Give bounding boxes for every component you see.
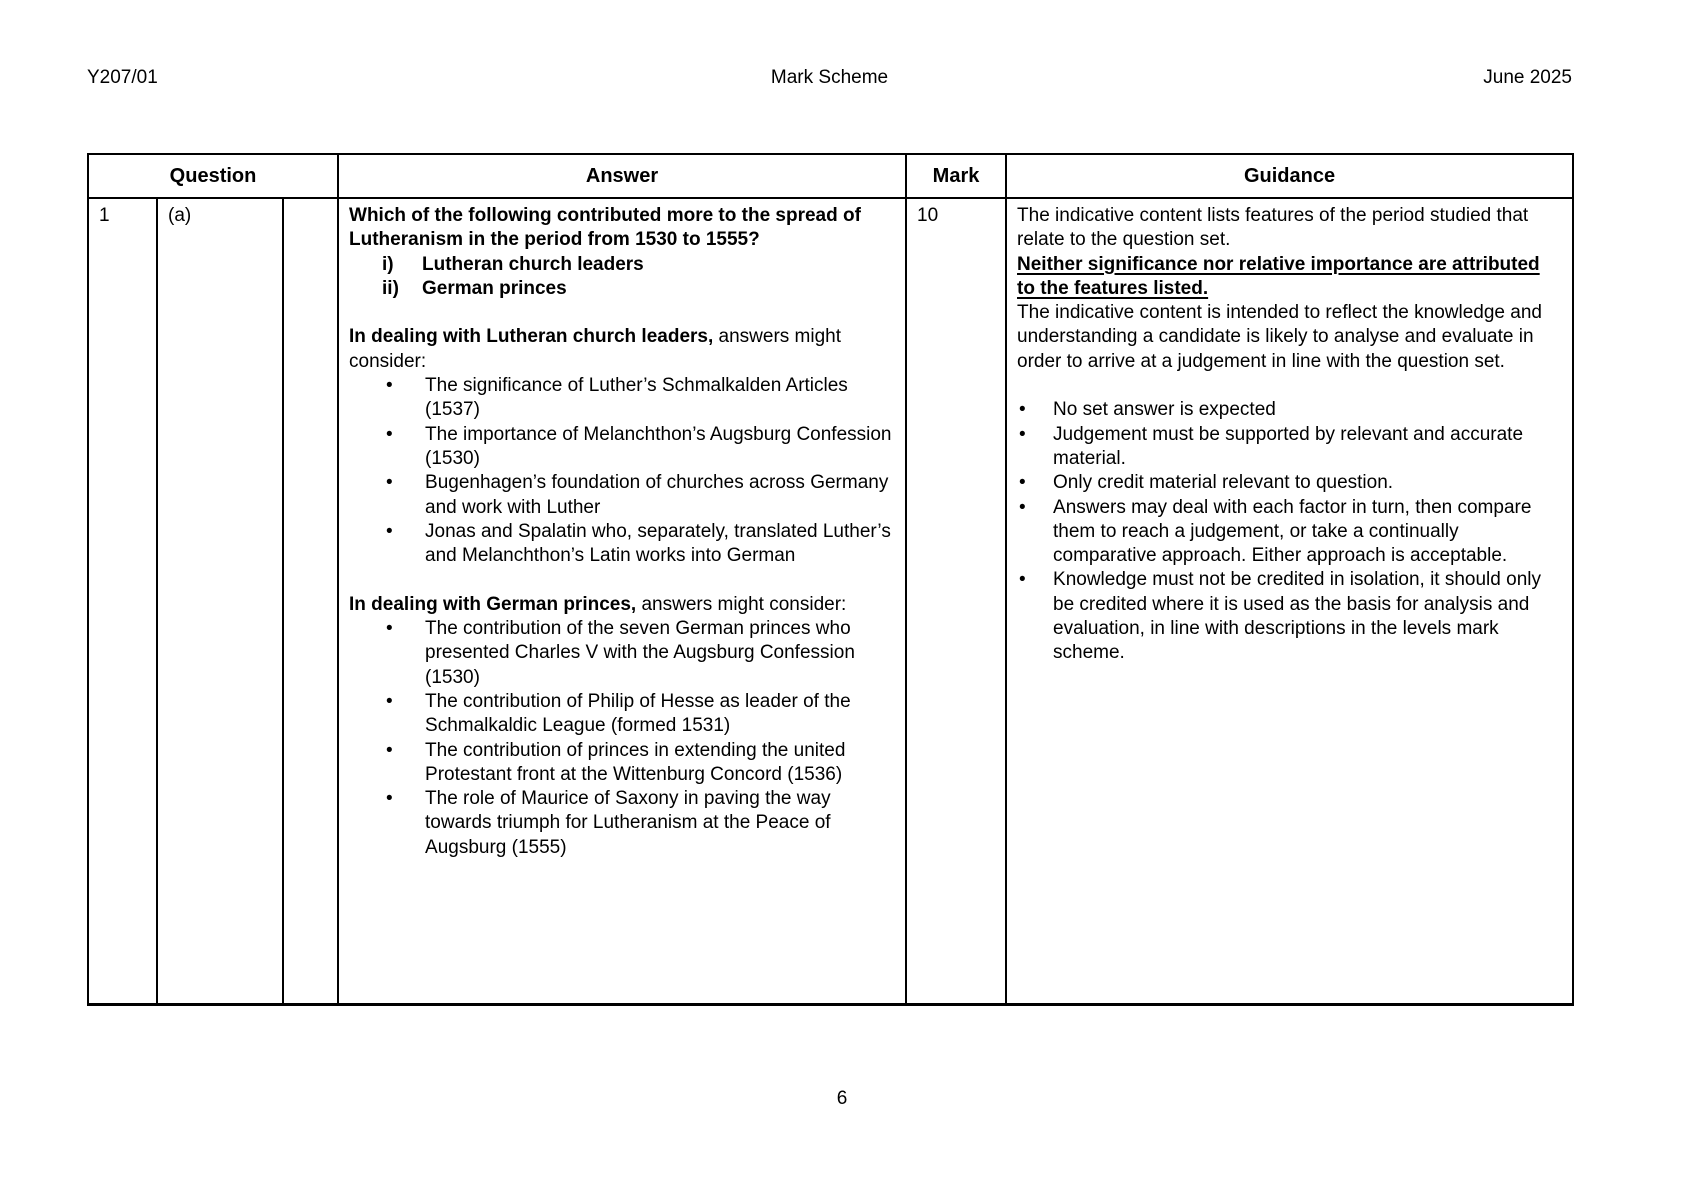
list-item: • The importance of Melanchthon’s Augsburg Confession (1530) <box>349 423 895 472</box>
table-header-row <box>88 154 1573 198</box>
list-item: • The contribution of Philip of Hesse as leader of the Schmalkaldic League (formed 1531) <box>349 690 895 739</box>
mark-cell: 10 <box>906 198 1006 1004</box>
list-item: • Bugenhagen’s foundation of churches across Germany and work with Luther <box>349 471 895 520</box>
list-item: • The contribution of the seven German princes who presented Charles V with the Augsburg Confession (1530) <box>349 617 895 690</box>
column-header-answer: Answer <box>338 154 906 198</box>
list-item: • The contribution of princes in extending the united Protestant front at the Wittenburg Concord (1536) <box>349 739 895 788</box>
option-i: i) Lutheran church leaders <box>382 253 644 275</box>
column-header-guidance: Guidance <box>1006 154 1573 198</box>
answer-cell <box>338 198 906 1004</box>
answer-section1-bullets <box>349 374 895 568</box>
document-title: Mark Scheme <box>770 67 889 88</box>
guidance-cell <box>1006 198 1573 1004</box>
table-row <box>88 198 1573 1004</box>
question-subpart-cell <box>283 198 338 1004</box>
list-item: • Only credit material relevant to question. <box>1017 471 1562 495</box>
answer-section2-heading: In dealing with German princes, answers might consider: <box>349 593 847 615</box>
list-item: • Knowledge must not be credited in isolation, it should only be credited where it is used as the basis for analysis and evaluation, in line with descriptions in the levels mark scheme. <box>1017 568 1562 665</box>
column-header-mark: Mark <box>906 154 1006 198</box>
list-item: • Judgement must be supported by relevant and accurate material. <box>1017 423 1562 472</box>
answer-section2-bullets <box>349 617 895 860</box>
document-header <box>87 66 1572 90</box>
guidance-emphasis: Neither significance nor relative importance are attributed to the features listed. <box>1017 253 1540 299</box>
list-item: • The role of Maurice of Saxony in paving the way towards triumph for Lutheranism at the Peace of Augsburg (1555) <box>349 787 895 860</box>
column-header-question: Question <box>88 154 338 198</box>
paper-code: Y207/01 <box>87 67 158 88</box>
session-date: June 2025 <box>1483 67 1572 88</box>
guidance-paragraph: The indicative content is intended to reflect the knowledge and understanding a candidate is likely to analyse and evaluate in order to arrive at a judgement in line with the question set. <box>1017 302 1542 372</box>
guidance-paragraph: The indicative content lists features of the period studied that relate to the question set. <box>1017 205 1529 251</box>
question-options <box>349 253 895 302</box>
mark-scheme-table <box>87 153 1574 1006</box>
answer-section1-heading: In dealing with Lutheran church leaders, answers might consider: <box>349 326 842 372</box>
list-item: • The significance of Luther’s Schmalkalden Articles (1537) <box>349 374 895 423</box>
question-number-cell: 1 <box>88 198 157 1004</box>
question-part-cell: (a) <box>157 198 283 1004</box>
list-item: • Jonas and Spalatin who, separately, translated Luther’s and Melanchthon’s Latin works into German <box>349 520 895 569</box>
guidance-bullets <box>1017 398 1562 665</box>
list-item: • Answers may deal with each factor in turn, then compare them to reach a judgement, or take a continually comparative approach. Either approach is acceptable. <box>1017 496 1562 569</box>
option-ii: ii) German princes <box>382 277 567 299</box>
list-item: • No set answer is expected <box>1017 398 1562 422</box>
page-number: 6 <box>836 1088 848 1109</box>
question-text: Which of the following contributed more to the spread of Lutheranism in the period from 1530 to 1555? <box>349 205 861 251</box>
